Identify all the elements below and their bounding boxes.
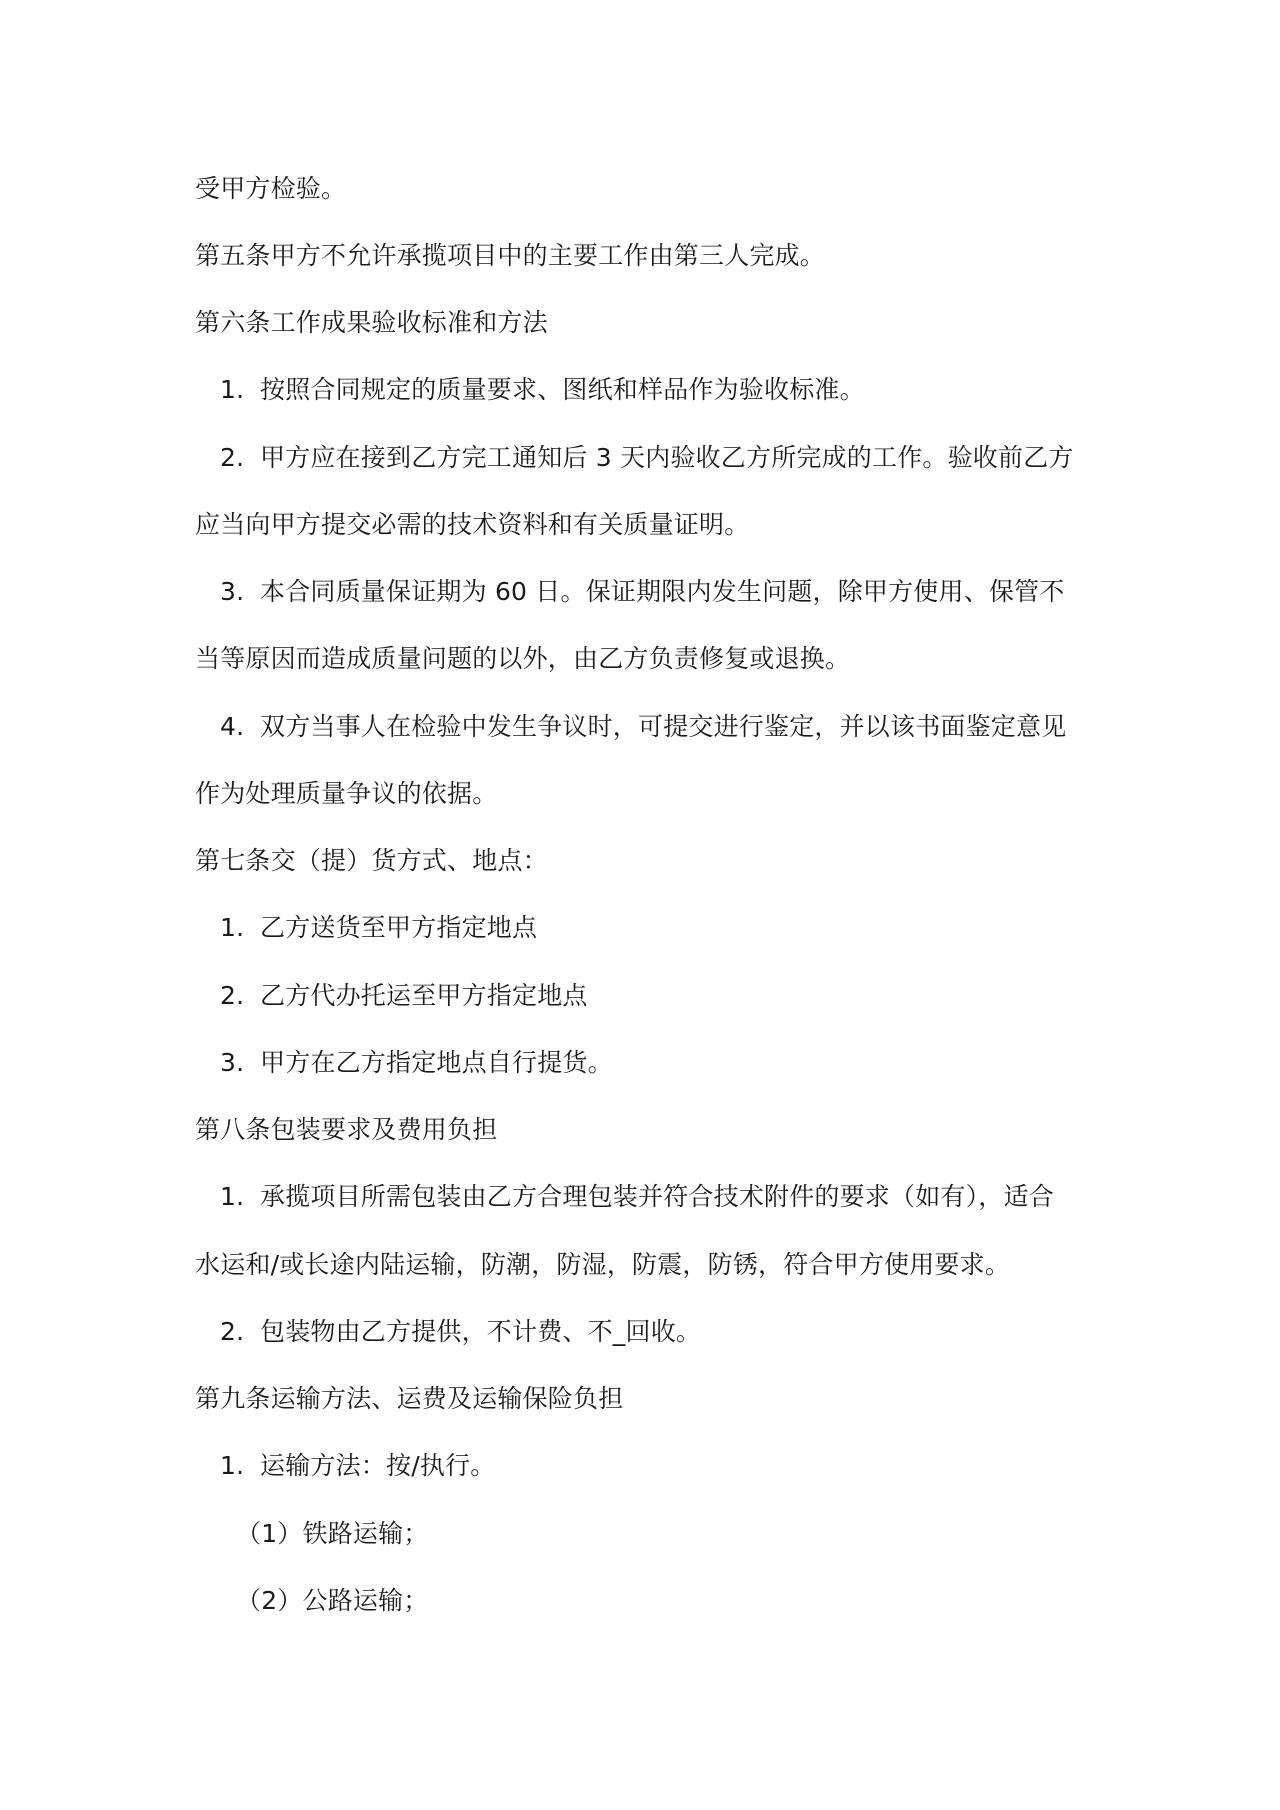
article-6-item-2-cont: [195, 508, 1095, 542]
article-6-item-4-cont: [195, 777, 1095, 811]
item-number: 1.: [220, 913, 245, 942]
line-text: 第七条交（提）货方式、地点：: [195, 846, 548, 875]
article-5-heading: [195, 239, 1095, 273]
article-7-item-3: [220, 1046, 1120, 1080]
item-number: 2.: [220, 981, 245, 1010]
line-text: 甲方应在接到乙方完工通知后 3 天内验收乙方所完成的工作。验收前乙方: [260, 443, 1074, 472]
line-text: 承揽项目所需包装由乙方合理包装并符合技术附件的要求（如有），适合: [260, 1182, 1054, 1211]
article-7-item-1: [220, 911, 1120, 945]
article-7-heading: [195, 844, 1095, 878]
item-number: 3.: [220, 1048, 245, 1077]
article-8-heading: [195, 1113, 1095, 1147]
article-9-subitem-1: [236, 1517, 1136, 1551]
line-text: 第五条甲方不允许承揽项目中的主要工作由第三人完成。: [195, 241, 826, 270]
article-9-subitem-2: [236, 1584, 1136, 1618]
line-text: 运输方法：按/执行。: [260, 1451, 496, 1480]
article-9-item-1: [220, 1449, 1120, 1483]
line-text: 作为处理质量争议的依据。: [195, 779, 498, 808]
item-number: 2.: [220, 1317, 245, 1346]
line-text: 受甲方检验。: [195, 174, 347, 203]
article-6-item-3-cont: [195, 642, 1095, 676]
line-text: 第九条运输方法、运费及运输保险负担: [195, 1384, 624, 1413]
line-text: 双方当事人在检验中发生争议时，可提交进行鉴定，并以该书面鉴定意见: [260, 712, 1067, 741]
line-text: 第八条包装要求及费用负担: [195, 1115, 498, 1144]
article-6-item-4: [220, 710, 1120, 744]
line-text: 当等原因而造成质量问题的以外，由乙方负责修复或退换。: [195, 644, 851, 673]
item-number: 1.: [220, 1451, 245, 1480]
line-text: 应当向甲方提交必需的技术资料和有关质量证明。: [195, 510, 750, 539]
item-number: 2.: [220, 443, 245, 472]
article-7-item-2: [220, 979, 1120, 1013]
line-text: 按照合同规定的质量要求、图纸和样品作为验收标准。: [260, 375, 865, 404]
item-number: 1.: [220, 1182, 245, 1211]
article-8-item-2: [220, 1315, 1120, 1349]
line-text: 本合同质量保证期为 60 日。保证期限内发生问题，除甲方使用、保管不: [260, 577, 1065, 606]
line-text: （2）公路运输；: [236, 1586, 429, 1615]
line-text: 乙方送货至甲方指定地点: [260, 913, 538, 942]
line-text: 甲方在乙方指定地点自行提货。: [260, 1048, 613, 1077]
text-line-1: [195, 172, 1095, 206]
article-9-heading: [195, 1382, 1095, 1416]
line-text: 乙方代办托运至甲方指定地点: [260, 981, 588, 1010]
item-number: 3.: [220, 577, 245, 606]
article-6-item-1: [220, 373, 1120, 407]
line-text: 第六条工作成果验收标准和方法: [195, 308, 548, 337]
article-6-item-2: [220, 441, 1120, 475]
article-8-item-1: [220, 1180, 1120, 1214]
article-8-item-1-cont: [195, 1248, 1095, 1282]
article-6-heading: [195, 306, 1095, 340]
item-number: 1.: [220, 375, 245, 404]
line-text: 包装物由乙方提供，不计费、不_回收。: [260, 1317, 702, 1346]
line-text: （1）铁路运输；: [236, 1519, 429, 1548]
article-6-item-3: [220, 575, 1120, 609]
line-text: 水运和/或长途内陆运输，防潮，防湿，防震，防锈，符合甲方使用要求。: [195, 1250, 1011, 1279]
item-number: 4.: [220, 712, 245, 741]
